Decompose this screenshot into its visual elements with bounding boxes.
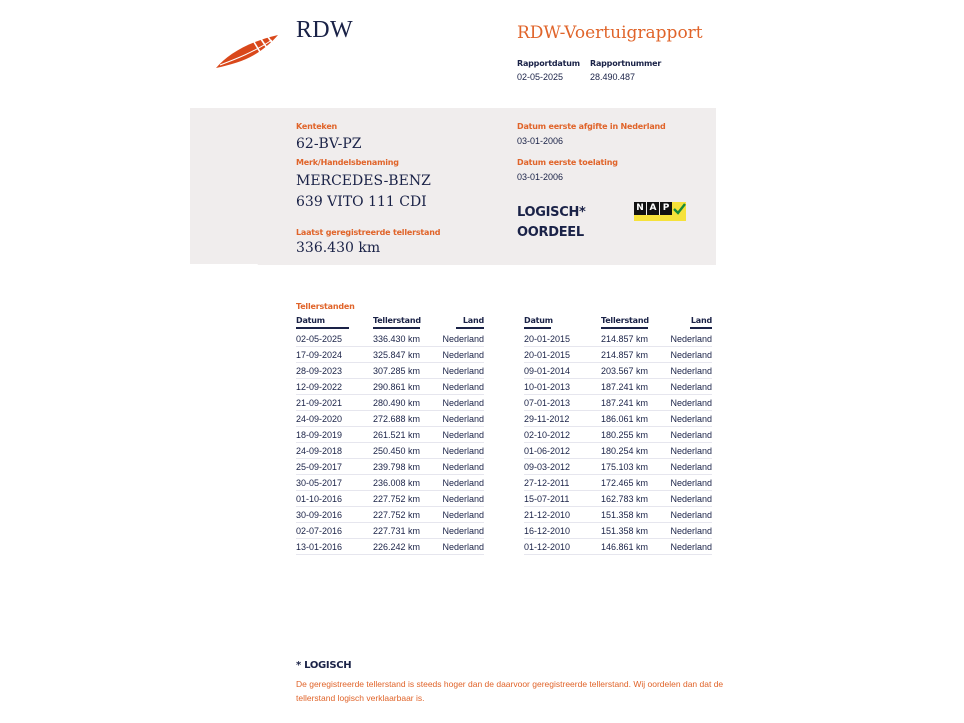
header-rule [601,327,648,329]
table-row [524,410,712,427]
cell-date: 27-12-2011 [524,478,570,488]
cell-reading: 180.255 km [601,430,649,440]
report-number-label: Rapportnummer [590,59,662,68]
cell-date: 09-01-2014 [524,366,571,376]
table-row [296,330,484,347]
table-row [296,538,484,555]
readings-section-title: Tellerstanden [296,302,355,311]
footnote-title: * LOGISCH [296,660,352,671]
report-date: 02-05-2025 [517,72,564,82]
table-row [524,506,712,523]
report-number: 28.490.487 [590,72,636,82]
cell-date: 17-09-2024 [296,350,343,360]
cell-date: 01-10-2016 [296,494,343,504]
vehicle-summary-panel [190,108,716,265]
cell-date: 30-05-2017 [296,478,343,488]
cell-date: 12-09-2022 [296,382,343,392]
footnote-text: De geregistreerde tellerstand is steeds hoger dan de daarvoor geregistreerde tellerstand. Wij oordelen dan dat de tellerstand logisch verklaarbaar is. [296,679,724,703]
table-row [524,362,712,379]
cell-reading: 180.254 km [601,446,649,456]
cell-reading: 227.731 km [373,526,421,536]
header-rule [296,327,349,329]
vehicle-make: MERCEDES-BENZ [296,173,431,189]
cell-country: Nederland [670,462,712,472]
odometer-label: Laatst geregistreerde tellerstand [296,228,441,237]
cell-reading: 186.061 km [601,414,649,424]
table-row [296,394,484,411]
nap-letter-p: P [660,202,672,215]
header-rule [456,327,484,329]
cell-date: 10-01-2013 [524,382,571,392]
col-header-date: Datum [524,316,553,325]
panel-notch [190,264,258,278]
cell-country: Nederland [442,526,484,536]
cell-country: Nederland [442,398,484,408]
cell-reading: 226.242 km [373,542,421,552]
cell-date: 02-10-2012 [524,430,571,440]
header-rule [690,327,712,329]
vehicle-model: 639 VITO 111 CDI [296,194,427,210]
license-plate: 62-BV-PZ [296,136,362,152]
cell-date: 07-01-2013 [524,398,571,408]
cell-date: 13-01-2016 [296,542,343,552]
cell-date: 18-09-2019 [296,430,343,440]
cell-date: 09-03-2012 [524,462,571,472]
make-label: Merk/Handelsbenaming [296,158,399,167]
cell-reading: 172.465 km [601,478,649,488]
cell-country: Nederland [442,350,484,360]
cell-reading: 187.241 km [601,398,649,408]
table-row [296,474,484,491]
cell-date: 01-12-2010 [524,542,571,552]
cell-country: Nederland [670,526,712,536]
cell-reading: 187.241 km [601,382,649,392]
report-date-label: Rapportdatum [517,59,580,68]
cell-reading: 151.358 km [601,526,649,536]
col-header-date: Datum [296,316,325,325]
readings-table-left [296,316,484,556]
nap-letter-a: A [647,202,659,215]
cell-reading: 250.450 km [373,446,421,456]
col-header-reading: Tellerstand [373,316,421,325]
cell-country: Nederland [670,430,712,440]
cell-reading: 280.490 km [373,398,421,408]
cell-reading: 146.861 km [601,542,649,552]
cell-reading: 227.752 km [373,494,421,504]
last-odometer: 336.430 km [296,240,381,256]
first-issue-label: Datum eerste afgifte in Nederland [517,122,666,131]
cell-country: Nederland [670,398,712,408]
cell-date: 21-12-2010 [524,510,571,520]
cell-country: Nederland [442,366,484,376]
cell-reading: 214.857 km [601,334,649,344]
cell-country: Nederland [670,478,712,488]
cell-date: 24-09-2018 [296,446,343,456]
table-row [524,474,712,491]
table-row [296,442,484,459]
header-rule [524,327,551,329]
table-row [524,490,712,507]
brand-name: RDW [296,17,353,43]
table-row [524,330,712,347]
table-row [296,522,484,539]
cell-country: Nederland [670,494,712,504]
cell-date: 02-07-2016 [296,526,343,536]
cell-reading: 325.847 km [373,350,421,360]
table-row [296,410,484,427]
cell-date: 24-09-2020 [296,414,343,424]
cell-country: Nederland [442,462,484,472]
cell-date: 21-09-2021 [296,398,343,408]
nap-letter-n: N [634,202,646,215]
cell-reading: 203.567 km [601,366,649,376]
cell-country: Nederland [670,334,712,344]
cell-date: 28-09-2023 [296,366,343,376]
cell-country: Nederland [670,510,712,520]
check-icon [672,202,686,215]
cell-country: Nederland [670,446,712,456]
verdict-line-2: OORDEEL [517,225,584,240]
table-row [296,506,484,523]
cell-country: Nederland [442,542,484,552]
readings-table-right [524,316,712,556]
cell-reading: 227.752 km [373,510,421,520]
cell-date: 01-06-2012 [524,446,571,456]
cell-country: Nederland [442,334,484,344]
cell-date: 29-11-2012 [524,414,570,424]
cell-country: Nederland [442,510,484,520]
cell-reading: 336.430 km [373,334,421,344]
cell-date: 20-01-2015 [524,350,571,360]
cell-date: 02-05-2025 [296,334,343,344]
rdw-logo-icon [214,32,286,72]
first-admission-label: Datum eerste toelating [517,158,618,167]
cell-country: Nederland [442,414,484,424]
cell-reading: 214.857 km [601,350,649,360]
cell-country: Nederland [670,366,712,376]
cell-date: 30-09-2016 [296,510,343,520]
table-row [524,426,712,443]
cell-country: Nederland [670,350,712,360]
col-header-country: Land [462,316,484,325]
cell-date: 20-01-2015 [524,334,571,344]
table-row [524,458,712,475]
cell-country: Nederland [442,430,484,440]
table-row [524,346,712,363]
table-row [296,490,484,507]
table-row [524,378,712,395]
cell-country: Nederland [442,478,484,488]
col-header-reading: Tellerstand [601,316,649,325]
cell-date: 25-09-2017 [296,462,343,472]
cell-date: 16-12-2010 [524,526,571,536]
table-row [524,442,712,459]
cell-country: Nederland [442,382,484,392]
cell-country: Nederland [670,382,712,392]
cell-country: Nederland [442,494,484,504]
table-row [296,458,484,475]
cell-reading: 307.285 km [373,366,421,376]
table-row [296,346,484,363]
col-header-country: Land [690,316,712,325]
cell-country: Nederland [442,446,484,456]
cell-reading: 239.798 km [373,462,421,472]
table-row [296,426,484,443]
table-row [296,378,484,395]
table-row [524,522,712,539]
plate-label: Kenteken [296,122,338,131]
verdict-line-1: LOGISCH* [517,205,586,220]
cell-reading: 151.358 km [601,510,649,520]
cell-country: Nederland [670,414,712,424]
cell-reading: 175.103 km [601,462,649,472]
cell-reading: 162.783 km [601,494,649,504]
cell-country: Nederland [670,542,712,552]
cell-reading: 272.688 km [373,414,421,424]
cell-date: 15-07-2011 [524,494,570,504]
first-issue-date: 03-01-2006 [517,136,564,146]
table-row [524,538,712,555]
first-admission-date: 03-01-2006 [517,172,564,182]
header-rule [373,327,420,329]
table-row [296,362,484,379]
cell-reading: 261.521 km [373,430,421,440]
cell-reading: 236.008 km [373,478,421,488]
cell-reading: 290.861 km [373,382,421,392]
nap-underline [634,215,686,221]
report-title: RDW-Voertuigrapport [517,23,703,43]
nap-logo-icon [634,202,688,222]
table-row [524,394,712,411]
